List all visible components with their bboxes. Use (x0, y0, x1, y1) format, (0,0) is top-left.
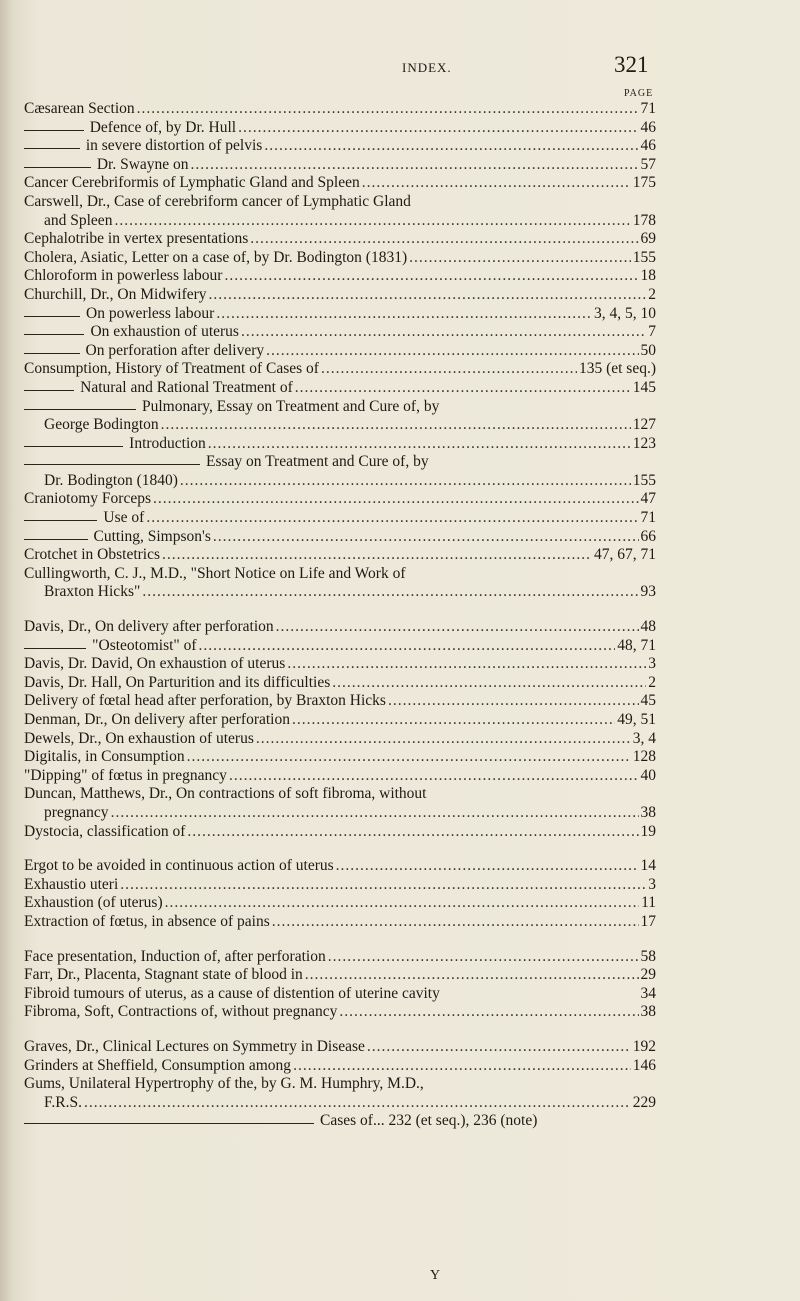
leader-dots (276, 618, 639, 637)
leader-dots (272, 913, 639, 932)
index-entry-page: 146 (632, 1056, 656, 1074)
index-entry (24, 100, 656, 119)
leader-dots (229, 767, 639, 786)
index-entry (24, 1038, 656, 1057)
leader-dots (332, 674, 646, 693)
ditto-dash (24, 539, 88, 540)
index-entry-page: 48 (640, 618, 656, 636)
ditto-dash (24, 1123, 314, 1124)
page-number: 321 (614, 52, 649, 77)
leader-dots (256, 730, 631, 749)
leader-dots (84, 1094, 631, 1113)
leader-dots (295, 379, 631, 398)
leader-dots (161, 416, 631, 435)
index-entry-page: 2 (648, 673, 656, 691)
leader-dots (208, 435, 631, 454)
index-entry (24, 342, 656, 361)
index-entry-text: Exhaustion (of uterus) (24, 894, 163, 912)
index-entry-page: 2 (648, 285, 656, 303)
index-entry-text: Davis, Dr. David, On exhaustion of uterus (24, 655, 286, 673)
leader-dots (287, 655, 646, 674)
leader-dots (120, 876, 646, 895)
leader-dots (250, 230, 638, 249)
index-entry (24, 655, 656, 674)
index-entry-page: 49, 51 (617, 711, 656, 728)
index-entry-text: "Osteotomist" of (92, 636, 197, 654)
index-entry (24, 509, 656, 528)
index-entry-page: 3 (648, 655, 656, 673)
leader-dots (224, 267, 638, 286)
index-entry-text: Braxton Hicks" (44, 583, 141, 601)
index-entry-page: 135 (et seq.) (578, 360, 656, 378)
index-entry (24, 323, 656, 342)
index-entry (24, 966, 656, 985)
index-entry-text: Defence of, by Dr. Hull (89, 118, 237, 136)
index-entry-page: 57 (640, 155, 656, 173)
index-entry (24, 1112, 656, 1131)
index-entry-page: 145 (632, 378, 656, 396)
index-entry (24, 305, 656, 324)
index-entry-text: Delivery of fœtal head after perforation, by Braxton Hicks (24, 692, 386, 710)
index-entry-page: 127 (632, 416, 656, 434)
index-entry-page: 17 (640, 912, 656, 930)
ditto-dash (24, 464, 200, 465)
leader-dots (362, 174, 631, 193)
index-entry-page: 3, 4 (632, 729, 656, 747)
index-entry (24, 767, 656, 786)
leader-dots (187, 823, 638, 842)
leader-dots (266, 342, 638, 361)
index-entry-text: On perforation after delivery (85, 341, 265, 359)
index-entry-page: 50 (640, 341, 656, 359)
ditto-dash (24, 353, 80, 354)
index-entry-text: Graves, Dr., Clinical Lectures on Symmetry in Disease (24, 1037, 365, 1055)
index-entry (24, 1075, 656, 1112)
index-entry-page: 48, 71 (617, 636, 656, 654)
index-entry-page: 66 (640, 527, 656, 545)
index-entry-page: 123 (632, 434, 656, 452)
index-entry-page: 47 (640, 490, 656, 508)
index-entry (24, 249, 656, 268)
leader-dots (213, 528, 639, 547)
index-entry-page: 7 (648, 323, 656, 341)
index-entry-page: 29 (640, 966, 656, 984)
page-column-label: PAGE (624, 88, 654, 99)
index-entry (24, 379, 656, 398)
leader-dots (191, 156, 639, 175)
index-entry (24, 948, 656, 967)
index-entry-text: Duncan, Matthews, Dr., On contractions of soft fibroma, without (24, 785, 427, 803)
index-entry (24, 985, 656, 1004)
index-entry (24, 785, 656, 822)
index-entry-text: Natural and Rational Treatment of (80, 378, 293, 396)
index-entry-page: 46 (640, 118, 656, 136)
index-entry-page: 11 (641, 894, 656, 912)
index-entry (24, 174, 656, 193)
index-entry-text: Crotchet in Obstetrics (24, 546, 161, 564)
leader-dots (137, 100, 639, 119)
index-entry-text: Davis, Dr., On delivery after perforation (24, 618, 274, 636)
ditto-dash (24, 167, 91, 168)
index-entry (24, 546, 656, 565)
index-entry (24, 435, 656, 454)
index-entry-text: Churchill, Dr., On Midwifery (24, 285, 207, 303)
index-entry-text: Cholera, Asiatic, Letter on a case of, by Dr. Bodington (1831) (24, 248, 408, 266)
index-entry-text: Cephalotribe in vertex presentations (24, 230, 249, 248)
index-entry-page: 34 (640, 984, 656, 1002)
leader-dots (336, 857, 639, 876)
index-entry-text: Dr. Swayne on (96, 155, 189, 173)
leader-dots (199, 637, 616, 656)
index-entry (24, 748, 656, 767)
index-entry (24, 692, 656, 711)
leader-dots (241, 323, 646, 342)
leader-dots (238, 119, 638, 138)
index-entry-page: 128 (632, 748, 656, 766)
index-entry-text: Face presentation, Induction of, after perforation (24, 947, 326, 965)
index-entry (24, 286, 656, 305)
index-entry (24, 674, 656, 693)
section-gap (24, 841, 656, 857)
index-entry-text: Denman, Dr., On delivery after perforation (24, 711, 290, 728)
ditto-dash (24, 648, 86, 649)
leader-dots (264, 137, 638, 156)
index-entry-text: Pulmonary, Essay on Treatment and Cure of, by (142, 397, 440, 415)
index-entry-page: 229 (632, 1093, 656, 1111)
leader-dots (328, 948, 639, 967)
index-entry-page: 38 (640, 1003, 656, 1021)
index-entry-text: George Bodington (44, 416, 159, 434)
index-entry-text: Davis, Dr. Hall, On Parturition and its difficulties (24, 673, 331, 691)
index-entry-page: 69 (640, 230, 656, 248)
leader-dots (409, 249, 631, 268)
index-entry-text: Dr. Bodington (1840) (44, 471, 178, 489)
section-gap (24, 602, 656, 618)
index-entry-page: 3 (648, 875, 656, 893)
index-entry-text: Cæsarean Section (24, 100, 135, 117)
ditto-dash (24, 316, 80, 317)
index-entry-page: 18 (640, 267, 656, 285)
ditto-dash (24, 520, 97, 521)
index-entry (24, 528, 656, 547)
index-entry (24, 453, 656, 490)
index-entry (24, 876, 656, 895)
index-entry-text: Carswell, Dr., Case of cerebriform cancer of Lymphatic Gland (24, 192, 411, 210)
index-entry-page: 71 (640, 100, 656, 117)
leader-dots (153, 490, 639, 509)
leader-dots (367, 1038, 631, 1057)
index-entry-text: Farr, Dr., Placenta, Stagnant state of blood in (24, 966, 303, 984)
index-entry (24, 857, 656, 876)
index-entry-text: Grinders at Sheffield, Consumption among (24, 1056, 292, 1074)
section-gap (24, 1022, 656, 1038)
index-entry (24, 193, 656, 230)
index-entry-text: Extraction of fœtus, in absence of pains (24, 912, 270, 930)
index-entry-page: 192 (632, 1037, 656, 1055)
leader-dots (339, 1003, 638, 1022)
index-entry (24, 490, 656, 509)
index-entry-page: 3, 4, 5, 10 (594, 304, 656, 322)
index-entry-text: Cancer Cerebriformis of Lymphatic Gland and Spleen (24, 174, 360, 192)
index-entry (24, 637, 656, 656)
index-entry (24, 823, 656, 842)
leader-dots (187, 748, 631, 767)
index-list (24, 100, 656, 1131)
index-entry (24, 267, 656, 286)
index-entry-text: On exhaustion of uterus (90, 323, 239, 341)
signature-mark: Y (430, 1268, 441, 1283)
index-entry-text: Cullingworth, C. J., M.D., "Short Notice on Life and Work of (24, 564, 406, 582)
index-entry-text: Gums, Unilateral Hypertrophy of the, by G. M. Humphry, M.D., (24, 1075, 424, 1093)
index-entry (24, 156, 656, 175)
index-entry-text: Ergot to be avoided in continuous action of uterus (24, 857, 334, 875)
index-entry-text: Cutting, Simpson's (93, 527, 211, 545)
index-entry-text: Essay on Treatment and Cure of, by (206, 453, 429, 471)
ditto-dash (24, 148, 80, 149)
index-entry-page: 93 (640, 583, 656, 601)
leader-dots (388, 692, 639, 711)
index-entry (24, 913, 656, 932)
ditto-dash (24, 409, 136, 410)
index-entry-text: and Spleen (44, 211, 113, 229)
index-entry-text: in severe distortion of pelvis (85, 137, 263, 155)
leader-dots (216, 305, 592, 324)
index-entry-text: F.R.S. (44, 1093, 82, 1111)
index-entry-page: 58 (640, 947, 656, 965)
ditto-dash (24, 130, 84, 131)
page-header (0, 52, 800, 92)
index-entry-text: Cases of... 232 (et seq.), 236 (note) (320, 1112, 538, 1130)
leader-dots (292, 711, 615, 730)
index-entry-page: 45 (640, 692, 656, 710)
index-entry (24, 894, 656, 913)
leader-dots (114, 212, 630, 231)
index-entry-text: Fibroid tumours of uterus, as a cause of distention of uterine cavity (24, 984, 440, 1002)
leader-dots (321, 360, 577, 379)
leader-dots (180, 472, 631, 491)
ditto-dash (24, 334, 84, 335)
leader-dots (293, 1057, 631, 1076)
index-entry (24, 1057, 656, 1076)
index-entry-page: 40 (640, 766, 656, 784)
index-entry-text: Consumption, History of Treatment of Cases of (24, 360, 319, 378)
ditto-dash (24, 390, 74, 391)
leader-dots (162, 546, 592, 565)
leader-dots (209, 286, 647, 305)
index-entry-page: 46 (640, 137, 656, 155)
index-entry (24, 398, 656, 435)
leader-dots (146, 509, 638, 528)
index-entry (24, 137, 656, 156)
index-entry-text: "Dipping" of fœtus in pregnancy (24, 766, 227, 784)
index-entry-text: On powerless labour (86, 304, 215, 322)
index-entry-page: 14 (640, 857, 656, 875)
index-entry (24, 230, 656, 249)
leader-dots (165, 894, 639, 913)
index-entry-text: Fibroma, Soft, Contractions of, without pregnancy (24, 1003, 338, 1021)
ditto-dash (24, 446, 123, 447)
index-entry (24, 119, 656, 138)
index-entry (24, 565, 656, 602)
index-entry-page: 38 (640, 803, 656, 821)
index-entry (24, 730, 656, 749)
index-entry (24, 1003, 656, 1022)
index-entry (24, 711, 656, 730)
index-entry-text: pregnancy (44, 803, 109, 821)
index-entry-text: Use of (103, 509, 145, 527)
leader-dots (305, 966, 639, 985)
leader-dots (111, 804, 639, 823)
index-entry-text: Chloroform in powerless labour (24, 267, 223, 285)
index-entry-text: Introduction (129, 434, 206, 452)
section-gap (24, 932, 656, 948)
index-entry-page: 175 (632, 174, 656, 192)
index-entry-page: 71 (640, 509, 656, 527)
index-entry-page: 178 (632, 211, 656, 229)
index-entry-page: 19 (640, 822, 656, 840)
index-entry-text: Dewels, Dr., On exhaustion of uterus (24, 729, 254, 747)
index-entry-text: Dystocia, classification of (24, 822, 186, 840)
index-entry-text: Exhaustio uteri (24, 875, 119, 893)
page-header-title: INDEX. (402, 60, 452, 75)
index-entry (24, 360, 656, 379)
index-entry-text: Craniotomy Forceps (24, 490, 151, 508)
leader-dots (142, 583, 638, 602)
index-entry (24, 618, 656, 637)
index-entry-page: 155 (632, 248, 656, 266)
index-entry-text: Digitalis, in Consumption (24, 748, 185, 766)
index-entry-page: 47, 67, 71 (594, 546, 656, 564)
index-entry-page: 155 (632, 471, 656, 489)
